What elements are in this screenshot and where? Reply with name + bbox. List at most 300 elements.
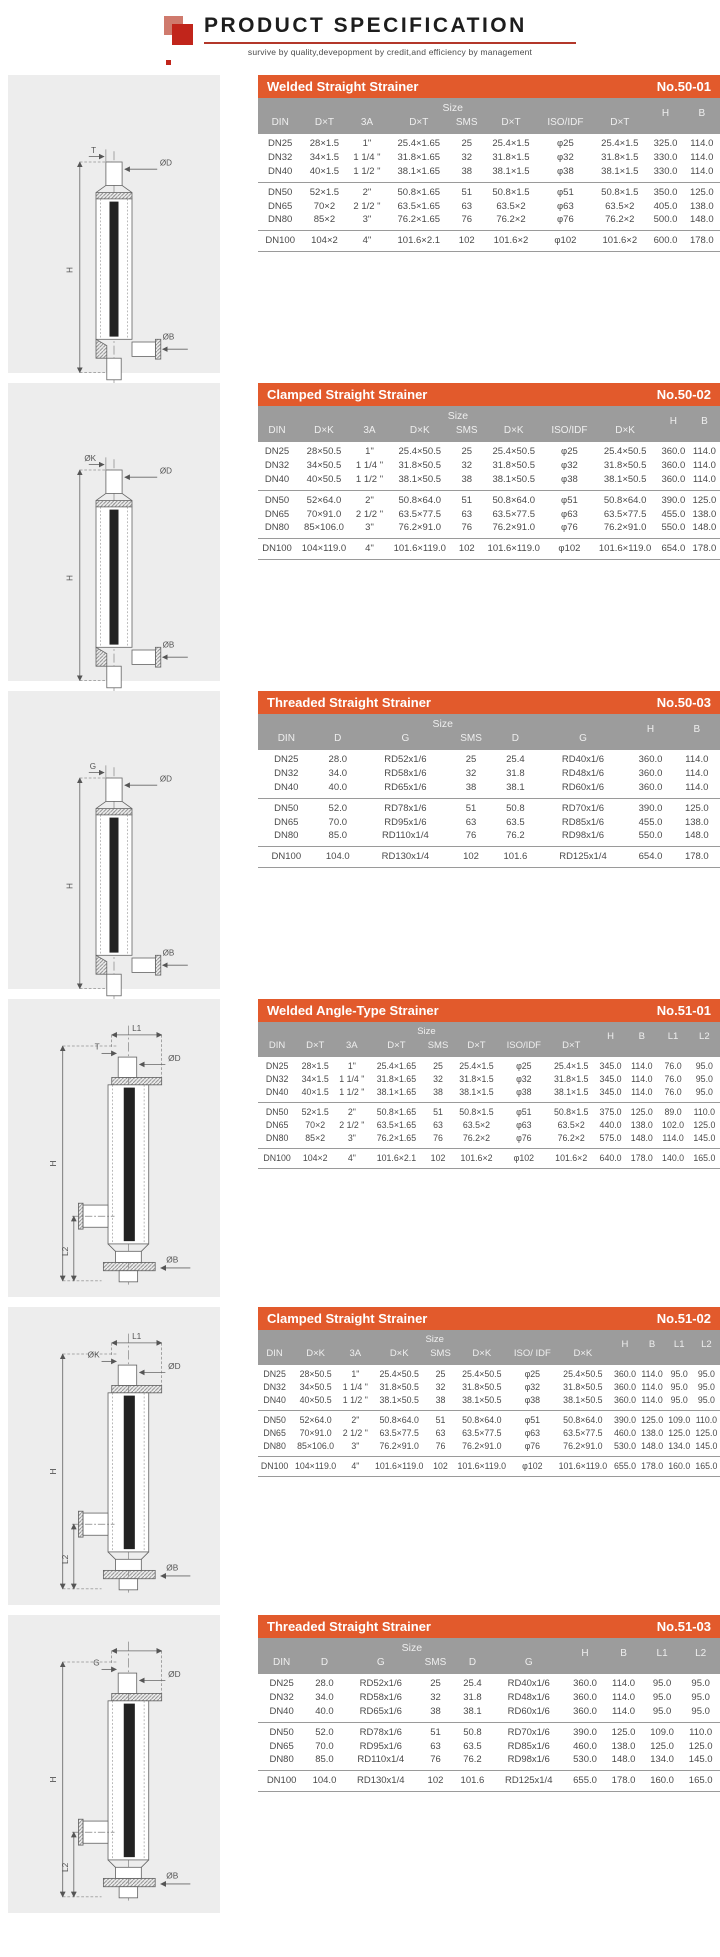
cell: RD110x1/4 <box>357 1754 405 1766</box>
cell: 390.0 <box>661 494 686 506</box>
dim-label-height: H <box>47 1160 58 1167</box>
column-header: H <box>669 415 677 427</box>
column-header: L1 <box>673 1339 685 1350</box>
column-header: DIN <box>268 425 286 436</box>
cell: 40×50.5 <box>299 1394 332 1405</box>
cell: 654.0 <box>638 851 663 863</box>
cell: 360.0 <box>661 446 686 457</box>
welded-angle-strainer-drawing <box>22 1009 207 1292</box>
cell: DN40 <box>269 1705 294 1717</box>
cell: 76.2×1.65 <box>397 214 441 226</box>
table-header <box>258 714 720 750</box>
cell: DN40 <box>264 473 290 485</box>
cell: 63.5×77.5 <box>398 508 442 520</box>
cell: 70.0 <box>328 816 348 828</box>
cell: 95.0 <box>670 1369 688 1379</box>
cell: 25.4×1.5 <box>459 1061 494 1071</box>
cell: 50.8×1.5 <box>601 186 639 198</box>
cell: 114.0 <box>692 473 716 485</box>
cell: 2" <box>347 1106 356 1117</box>
clamped-angle-strainer-drawing <box>22 1317 207 1600</box>
cell: 40.0 <box>328 781 348 793</box>
cell: 178.0 <box>630 1152 653 1163</box>
cell: 160.0 <box>668 1460 691 1471</box>
cell: 2" <box>362 186 372 198</box>
cell: 52×64.0 <box>299 1414 332 1425</box>
cell: 125.0 <box>611 1726 636 1738</box>
cell: DN50 <box>265 1106 289 1117</box>
table-row <box>258 829 720 846</box>
column-header: D×K <box>573 1348 593 1359</box>
column-header: H <box>661 107 670 119</box>
dim-label-outlet: ØB <box>162 332 175 342</box>
cell: 330.0 <box>653 165 678 177</box>
cell: 50.8×64.0 <box>603 494 647 506</box>
cell: 31.8×50.5 <box>379 1381 419 1392</box>
cell: 63.5×77.5 <box>379 1427 419 1438</box>
cell: DN80 <box>263 1440 286 1451</box>
table-row <box>258 1440 720 1456</box>
cell: DN40 <box>265 1086 289 1097</box>
cell: 138.0 <box>611 1740 636 1752</box>
cell: φ38 <box>524 1394 541 1405</box>
cell: DN80 <box>268 214 293 226</box>
cell: 25 <box>433 1061 443 1071</box>
cell: 85×2 <box>305 1132 326 1143</box>
dim-label-diameter: ØD <box>167 1668 181 1679</box>
cell: 530.0 <box>613 1440 636 1451</box>
cell: RD85x1/6 <box>507 1740 550 1752</box>
column-header: H <box>581 1647 589 1659</box>
column-header: ISO/ IDF <box>513 1348 551 1359</box>
section-number: No.50-02 <box>656 387 711 402</box>
table-row <box>258 1456 720 1476</box>
section-title: Welded Straight Strainer <box>267 79 419 94</box>
table-row <box>258 767 720 781</box>
table-header <box>258 98 720 134</box>
dim-label-diameter: ØD <box>167 1052 181 1063</box>
size-group-header: Size <box>442 102 463 114</box>
column-header: G <box>579 733 587 744</box>
cell: 530.0 <box>573 1754 597 1766</box>
row-group <box>258 1771 720 1792</box>
table-row <box>258 1148 720 1168</box>
cell: 52×64.0 <box>306 494 342 506</box>
cell: 1 1/2 " <box>353 165 381 177</box>
cell: 76.2×91.0 <box>603 522 647 534</box>
cell: RD48x1/6 <box>507 1691 550 1703</box>
size-group-header: Size <box>432 718 453 730</box>
row-group <box>258 1410 720 1456</box>
cell: φ32 <box>557 151 574 163</box>
table-row <box>258 1381 720 1394</box>
row-group <box>258 1674 720 1722</box>
cell: 85.0 <box>315 1754 334 1766</box>
cell: 85×106.0 <box>297 1440 335 1451</box>
table-row <box>258 539 720 560</box>
section-title-bar <box>258 75 720 98</box>
cell: 138.0 <box>684 816 709 828</box>
column-header: L2 <box>695 1647 707 1659</box>
cell: 51 <box>461 186 473 198</box>
table-row <box>258 200 720 214</box>
cell: 63.5×77.5 <box>603 508 647 520</box>
table-row <box>258 1722 720 1739</box>
cell: DN100 <box>265 235 295 247</box>
cell: DN80 <box>269 1754 294 1766</box>
cell: 148.0 <box>641 1440 664 1451</box>
cell: 34.0 <box>315 1691 334 1703</box>
cell: φ76 <box>524 1440 541 1451</box>
cell: φ25 <box>557 138 574 149</box>
cell: 110.0 <box>693 1106 716 1117</box>
cell: 28×50.5 <box>299 1369 332 1379</box>
cell: 390.0 <box>573 1726 597 1738</box>
cell: 2 1/2 " <box>353 200 381 212</box>
cell: 550.0 <box>638 830 663 842</box>
table-row <box>258 521 720 538</box>
cell: 178.0 <box>611 1775 636 1787</box>
cell: 114.0 <box>662 1132 684 1143</box>
cell: 95.0 <box>695 1086 713 1097</box>
cell: 25.4×50.5 <box>462 1369 502 1379</box>
cell: 95.0 <box>697 1369 715 1379</box>
dim-label-height: H <box>47 1776 58 1783</box>
section-title: Welded Angle-Type Strainer <box>267 1003 439 1018</box>
cell: 31.8 <box>506 767 525 779</box>
cell: φ102 <box>522 1460 543 1471</box>
cell: 76.2×91.0 <box>563 1440 603 1451</box>
column-header: B <box>693 723 701 735</box>
cell: RD78x1/6 <box>384 802 427 814</box>
cell: RD40x1/6 <box>561 754 605 765</box>
logo-square-dark <box>172 24 193 45</box>
cell: 76.2×2 <box>605 214 635 226</box>
cell: 31.8×1.5 <box>553 1073 589 1084</box>
column-header: H <box>621 1339 629 1350</box>
section-no-51-01 <box>0 999 720 1297</box>
cell: 76.2 <box>506 830 525 842</box>
cell: 345.0 <box>599 1061 622 1071</box>
cell: 63.5 <box>463 1740 482 1752</box>
cell: φ25 <box>516 1061 532 1071</box>
cell: 70.0 <box>315 1740 334 1752</box>
cell: DN32 <box>263 1381 286 1392</box>
dim-label-height: H <box>65 575 75 581</box>
cell: 40×50.5 <box>306 473 342 485</box>
drawing-panel <box>8 75 220 373</box>
cell: 32 <box>435 1381 446 1392</box>
cell: 38.1×1.5 <box>601 165 639 177</box>
cell: 655.0 <box>573 1775 597 1787</box>
cell: 1 1/4 " <box>342 1381 368 1392</box>
column-header: D×K <box>503 425 524 436</box>
dim-label-outlet: ØB <box>165 1562 178 1573</box>
cell: 50.8×1.65 <box>376 1106 417 1117</box>
cell: DN80 <box>264 522 290 534</box>
dim-label-height: H <box>65 883 75 889</box>
cell: DN80 <box>274 830 299 842</box>
cell: DN25 <box>269 1678 294 1689</box>
cell: 104.0 <box>312 1775 337 1787</box>
table-row <box>258 1102 720 1118</box>
cell: 52.0 <box>328 802 348 814</box>
cell: 500.0 <box>653 214 678 226</box>
cell: φ76 <box>557 214 574 226</box>
cell: 95.0 <box>652 1705 672 1717</box>
cell: 38.1×1.65 <box>397 165 441 177</box>
section-title: Threaded Straight Strainer <box>267 1619 431 1634</box>
cell: 95.0 <box>670 1394 688 1405</box>
cell: 2" <box>365 494 374 506</box>
cell: φ51 <box>524 1414 541 1425</box>
cell: 95.0 <box>691 1705 710 1717</box>
cell: 114.0 <box>685 781 709 793</box>
cell: 360.0 <box>573 1691 597 1703</box>
cell: 38.1×50.5 <box>379 1394 419 1405</box>
cell: 3" <box>347 1132 356 1143</box>
cell: 25.4×1.5 <box>601 138 639 149</box>
dim-label-l1: L1 <box>131 1023 141 1034</box>
logo <box>164 16 198 52</box>
row-group <box>258 750 720 798</box>
cell: 138.0 <box>630 1119 653 1130</box>
cell: DN32 <box>274 767 299 779</box>
cell: φ63 <box>524 1427 541 1438</box>
cell: 32 <box>461 151 473 163</box>
cell: 125.0 <box>684 802 709 814</box>
cell: 145.0 <box>693 1132 716 1143</box>
cell: RD60x1/6 <box>561 781 605 793</box>
column-header: L2 <box>699 1031 710 1042</box>
table-row <box>258 1365 720 1381</box>
row-group <box>258 847 720 868</box>
cell: 63.5 <box>506 816 525 828</box>
cell: RD52x1/6 <box>359 1678 402 1689</box>
cell: 1 1/2 " <box>355 473 384 485</box>
cell: 375.0 <box>599 1106 622 1117</box>
cell: RD95x1/6 <box>384 816 427 828</box>
cell: 50.8×1.65 <box>397 186 441 198</box>
row-group <box>258 490 720 539</box>
cell: 76.2×2 <box>496 214 526 226</box>
cell: 95.0 <box>695 1073 713 1084</box>
row-group <box>258 1722 720 1771</box>
table-row <box>258 798 720 815</box>
table-row <box>258 750 720 767</box>
cell: 1" <box>362 138 372 149</box>
cell: DN100 <box>262 543 292 555</box>
cell: 38.1×1.5 <box>553 1086 589 1097</box>
table-row <box>258 508 720 522</box>
cell: 101.6 <box>503 851 528 863</box>
cell: 455.0 <box>638 816 663 828</box>
column-header: B <box>638 1031 645 1042</box>
cell: 101.6×2.1 <box>397 235 441 247</box>
cell: φ38 <box>561 473 578 485</box>
cell: 360.0 <box>638 754 663 765</box>
section-title: Clamped Straight Strainer <box>267 387 428 402</box>
cell: 104×2 <box>311 235 338 247</box>
column-header: DIN <box>271 117 289 128</box>
cell: φ63 <box>557 200 574 212</box>
cell: 76.2×91.0 <box>379 1440 419 1451</box>
dim-label-l1: L1 <box>131 1331 141 1342</box>
cell: 178.0 <box>684 851 709 863</box>
cell: 138.0 <box>689 200 714 212</box>
cell: 63.5×2 <box>605 200 635 212</box>
dim-label-outlet: ØB <box>165 1870 178 1881</box>
cell: 25.4×1.65 <box>376 1061 417 1071</box>
cell: 50.8×64.0 <box>398 494 442 506</box>
column-header: SMS <box>460 733 482 744</box>
cell: 40×1.5 <box>309 165 340 177</box>
column-header: ISO/IDF <box>506 1040 541 1051</box>
cell: RD125x1/4 <box>559 851 607 863</box>
cell: 70×2 <box>313 200 336 212</box>
cell: 25.4×50.5 <box>603 446 647 457</box>
column-header: L1 <box>667 1031 679 1042</box>
cell: 4" <box>362 235 372 247</box>
cell: 145.0 <box>695 1440 718 1451</box>
column-header: D×K <box>472 1348 492 1359</box>
cell: 25.4×1.65 <box>397 138 441 149</box>
cell: 325.0 <box>653 138 678 149</box>
cell: 50.8×64.0 <box>492 494 535 506</box>
cell: 1 1/2 " <box>342 1394 368 1405</box>
cell: 31.8 <box>463 1691 482 1703</box>
cell: DN50 <box>269 1726 294 1738</box>
dim-label-diameter: ØD <box>159 158 173 168</box>
cell: RD98x1/6 <box>507 1754 550 1766</box>
table-row <box>258 151 720 165</box>
cell: RD110x1/4 <box>381 830 429 842</box>
spec-table <box>258 1330 720 1477</box>
row-group <box>258 134 720 182</box>
cell: 102 <box>433 1460 448 1471</box>
cell: 345.0 <box>599 1073 622 1084</box>
table-row <box>258 1132 720 1148</box>
cell: RD40x1/6 <box>507 1678 550 1689</box>
cell: DN65 <box>274 816 299 828</box>
cell: 600.0 <box>653 235 678 247</box>
cell: 31.8×50.5 <box>492 459 535 471</box>
cell: 25.4×1.5 <box>553 1061 589 1071</box>
column-header: SMS <box>455 117 478 128</box>
section-title-bar <box>258 1307 720 1330</box>
cell: 2 1/2 " <box>342 1427 368 1438</box>
cell: 76.2×1.65 <box>376 1132 417 1143</box>
cell: DN32 <box>268 151 293 163</box>
section-number: No.50-01 <box>656 79 711 94</box>
threaded-straight-strainer-drawing <box>24 733 204 1003</box>
spec-table <box>258 1022 720 1169</box>
cell: 38 <box>465 781 477 793</box>
cell: 101.6 <box>460 1775 485 1787</box>
cell: φ51 <box>561 494 578 506</box>
cell: 34×50.5 <box>299 1381 332 1392</box>
cell: 76 <box>461 214 473 226</box>
cell: 125.0 <box>689 186 714 198</box>
cell: 114.0 <box>631 1073 653 1084</box>
cell: 38.1×50.5 <box>492 473 535 485</box>
column-header: ISO/IDF <box>547 117 584 128</box>
cell: 28×50.5 <box>306 446 342 457</box>
column-header: D×K <box>615 425 635 436</box>
cell: 76.2 <box>463 1754 482 1766</box>
cell: φ102 <box>513 1152 535 1163</box>
cell: DN32 <box>269 1691 294 1703</box>
cell: 140.0 <box>662 1152 685 1163</box>
title-underline <box>204 42 576 44</box>
column-header: D <box>511 733 520 744</box>
cell: RD95x1/6 <box>359 1740 402 1752</box>
cell: DN50 <box>263 1414 286 1425</box>
cell: 102 <box>430 1152 446 1163</box>
dim-label-diameter: ØD <box>159 466 173 476</box>
column-header: D×T <box>467 1040 486 1051</box>
cell: 63.5×77.5 <box>563 1427 603 1438</box>
cell: 575.0 <box>599 1132 622 1143</box>
cell: 25 <box>435 1369 446 1379</box>
cell: 145.0 <box>688 1754 713 1766</box>
cell: DN40 <box>268 165 293 177</box>
cell: 38.1×50.5 <box>398 473 442 485</box>
cell: 165.0 <box>695 1460 718 1471</box>
column-header: DIN <box>272 1657 291 1668</box>
column-header: L2 <box>701 1339 712 1350</box>
cell: DN80 <box>265 1132 289 1143</box>
table-row <box>258 182 720 199</box>
table-header <box>258 1638 720 1674</box>
cell: 114.0 <box>612 1691 636 1703</box>
cell: 32 <box>465 767 477 779</box>
cell: 50.8×1.5 <box>553 1106 589 1117</box>
column-header: B <box>620 1647 627 1659</box>
column-header: 3A <box>349 1348 362 1359</box>
cell: 138.0 <box>641 1427 664 1438</box>
cell: 95.0 <box>670 1381 688 1392</box>
cell: 95.0 <box>652 1678 672 1689</box>
cell: 76 <box>465 830 477 842</box>
table-row <box>258 165 720 182</box>
cell: 85×2 <box>313 214 336 226</box>
column-header: SMS <box>427 1040 449 1051</box>
dim-label-height: H <box>47 1468 58 1475</box>
cell: DN100 <box>266 1775 297 1787</box>
cell: 63 <box>465 816 477 828</box>
dim-label-top: ØK <box>84 454 96 463</box>
cell: 114.0 <box>631 1086 653 1097</box>
cell: 360.0 <box>661 459 686 471</box>
cell: φ63 <box>561 508 578 520</box>
cell: 125.0 <box>630 1106 653 1117</box>
dim-label-top: G <box>89 762 96 771</box>
cell: 50.8×64.0 <box>379 1414 419 1425</box>
cell: 148.0 <box>692 522 717 534</box>
cell: DN100 <box>260 1460 289 1471</box>
cell: 63.5×1.65 <box>397 200 441 212</box>
cell: 89.0 <box>664 1106 682 1117</box>
cell: 148.0 <box>684 830 709 842</box>
red-dot <box>166 60 171 65</box>
drawing-panel <box>8 1307 220 1605</box>
table-header <box>258 1330 720 1365</box>
column-header: DIN <box>277 733 295 744</box>
cell: 25.4×50.5 <box>492 446 535 457</box>
cell: 1 1/4 " <box>353 151 381 163</box>
cell: 125.0 <box>688 1740 713 1752</box>
